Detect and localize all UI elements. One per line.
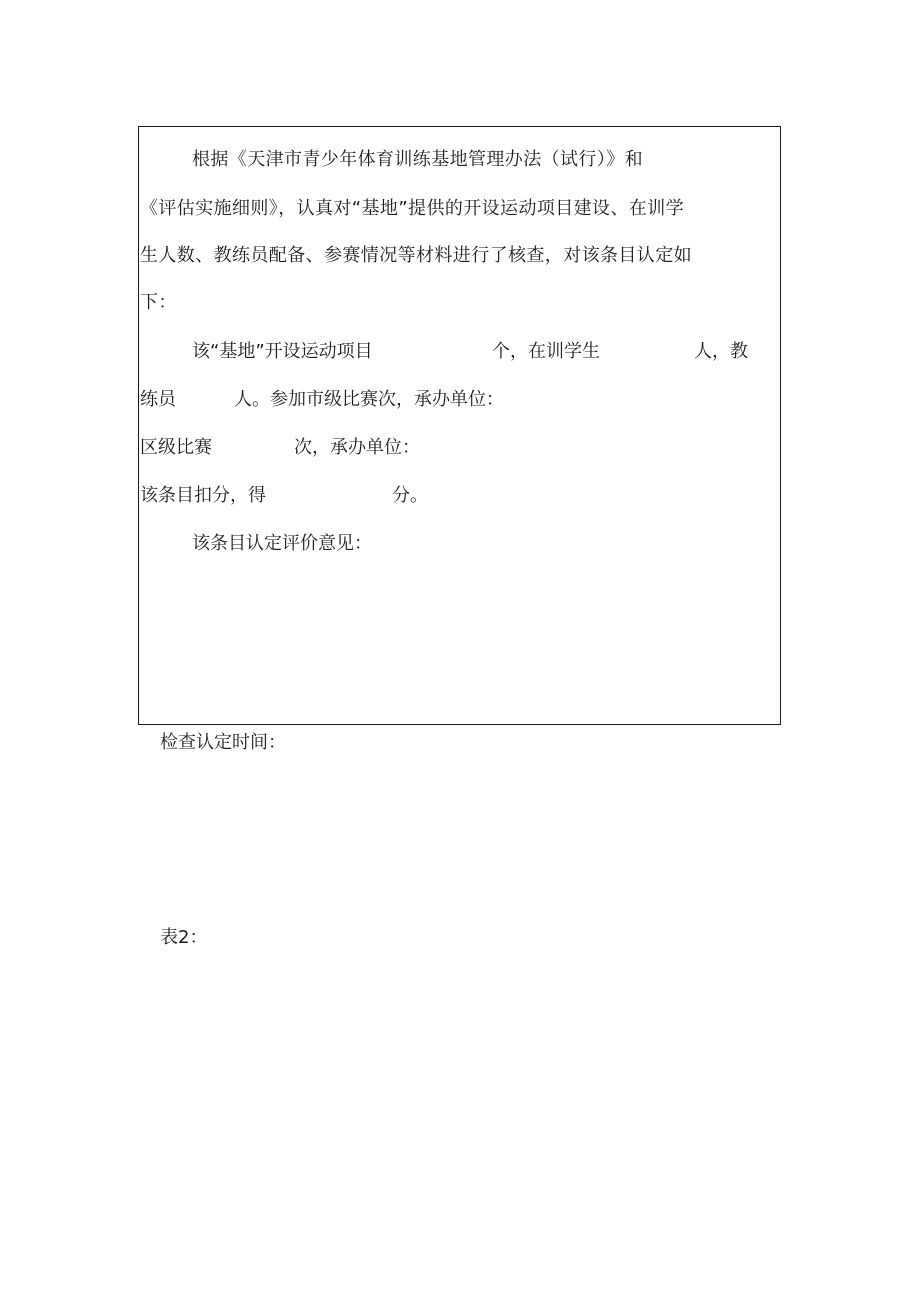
paragraph-line-4: 下： [140,292,177,313]
coaches-label-cont: 练员 [140,389,176,410]
score-label: 该条目扣分，得 [140,485,266,506]
trainees-label: 个，在训学生 [492,341,600,362]
table-label: 表2： [160,927,208,948]
district-host-label: 次，承办单位： [294,437,420,458]
paragraph-line-2: 《评估实施细则》，认真对“基地”提供的开设运动项目建设、在训学 [140,198,685,219]
score-unit-label: 分。 [392,485,428,506]
district-competition-label: 区级比赛 [140,437,212,458]
city-competition-label: 人。参加市级比赛次，承办单位： [234,389,504,410]
opinion-label: 该条目认定评价意见： [192,533,372,554]
sports-items-label: 该“基地”开设运动项目 [192,341,373,362]
check-time-label: 检查认定时间： [160,732,286,753]
paragraph-line-3: 生人数、教练员配备、参赛情况等材料进行了核查，对该条目认定如 [140,245,692,266]
paragraph-line-1: 根据《天津市青少年体育训练基地管理办法（试行）》和 [192,149,643,170]
coaches-label: 人，教 [694,341,748,362]
